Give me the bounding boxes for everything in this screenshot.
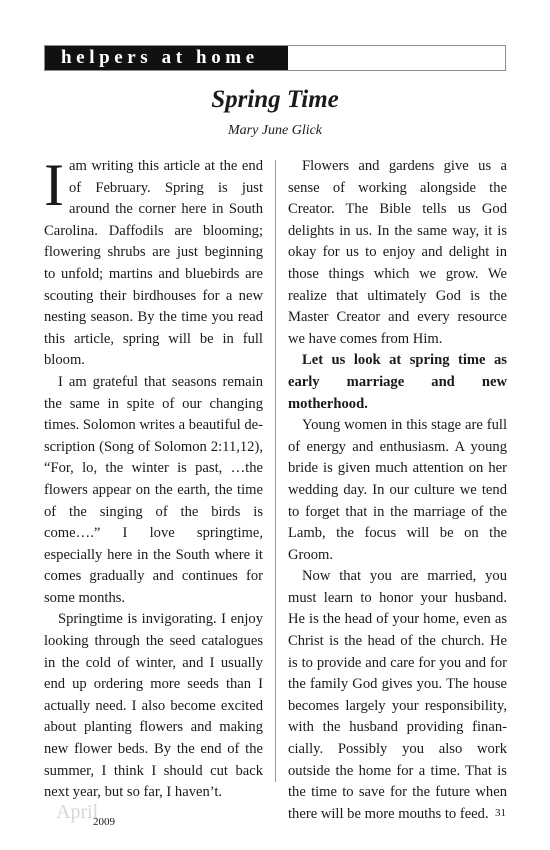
footer-year: 2009: [93, 816, 115, 828]
left-paragraph-3: Springtime is invigorating. I enjoy looking through the seed catalogues in the cold of winter, and I usually end up ordering more seeds than I actually need. I also become excited about planting flowers and making new flower beds. By the end of the summer, I think I should cut back next year, but so far, I haven’t.: [44, 611, 263, 801]
left-column: [44, 152, 263, 804]
column-divider: [275, 160, 276, 782]
section-header-bar: [44, 45, 506, 71]
page-number: 31: [495, 807, 506, 819]
drop-cap: I: [44, 152, 64, 218]
footer-month: April: [56, 801, 99, 823]
right-paragraph-4: Now that you are married, you must learn to honor your husband. He is the head of your home, even as Christ is the head of the church. He is to provide and care for you and for the family God gives you. The house becomes largely your responsibility, with the husband providing financially. Possibly you also work outside the home for a time. That is the time to save for the future when there will be more mouths to feed.: [288, 568, 507, 822]
right-paragraph-2-bold: Let us look at spring time as early marriage and new motherhood.: [288, 352, 507, 412]
right-paragraph-3: Young women in this stage are full of energy and enthusiasm. A young bride is given much attention on her wedding day. In our culture we tend to forget that in the marriage of the Lamb, the focus will be on the Groom.: [288, 417, 507, 563]
section-label: helpers at home: [45, 46, 288, 70]
right-column: [288, 156, 507, 825]
article-title: Spring Time: [211, 86, 339, 113]
article-author: Mary June Glick: [227, 123, 323, 138]
right-paragraph-1: Flowers and gardens give us a sense of working alongside the Creator. The Bible tells us God delights in us. In the same way, it is okay for us to enjoy and delight in those things which we grow. We realize that ultimately God is the Master Creator and every resource we have comes from Him.: [288, 158, 507, 347]
left-paragraph-1-text: am writing this article at the end of February. Spring is just around the corner here in South Carolina. Daffodils are blooming; flowering shrubs are just beginning to unfold; martins and bluebirds are scouting their birdhouses for a new nesting season. By the time you read this article, spring will be in full bloom.: [44, 158, 263, 369]
left-paragraph-1: [44, 152, 263, 372]
left-paragraph-2: I am grateful that seasons remain the same in spite of our changing times. Solomon writes a beautiful description (Song of Solomon 2:11,12), “For, lo, the winter is past, …the flowers appear on the earth, the time of the singing of the birds is come….” I love springtime, especially here in the South where it comes gradually and continues for some months.: [44, 373, 263, 606]
